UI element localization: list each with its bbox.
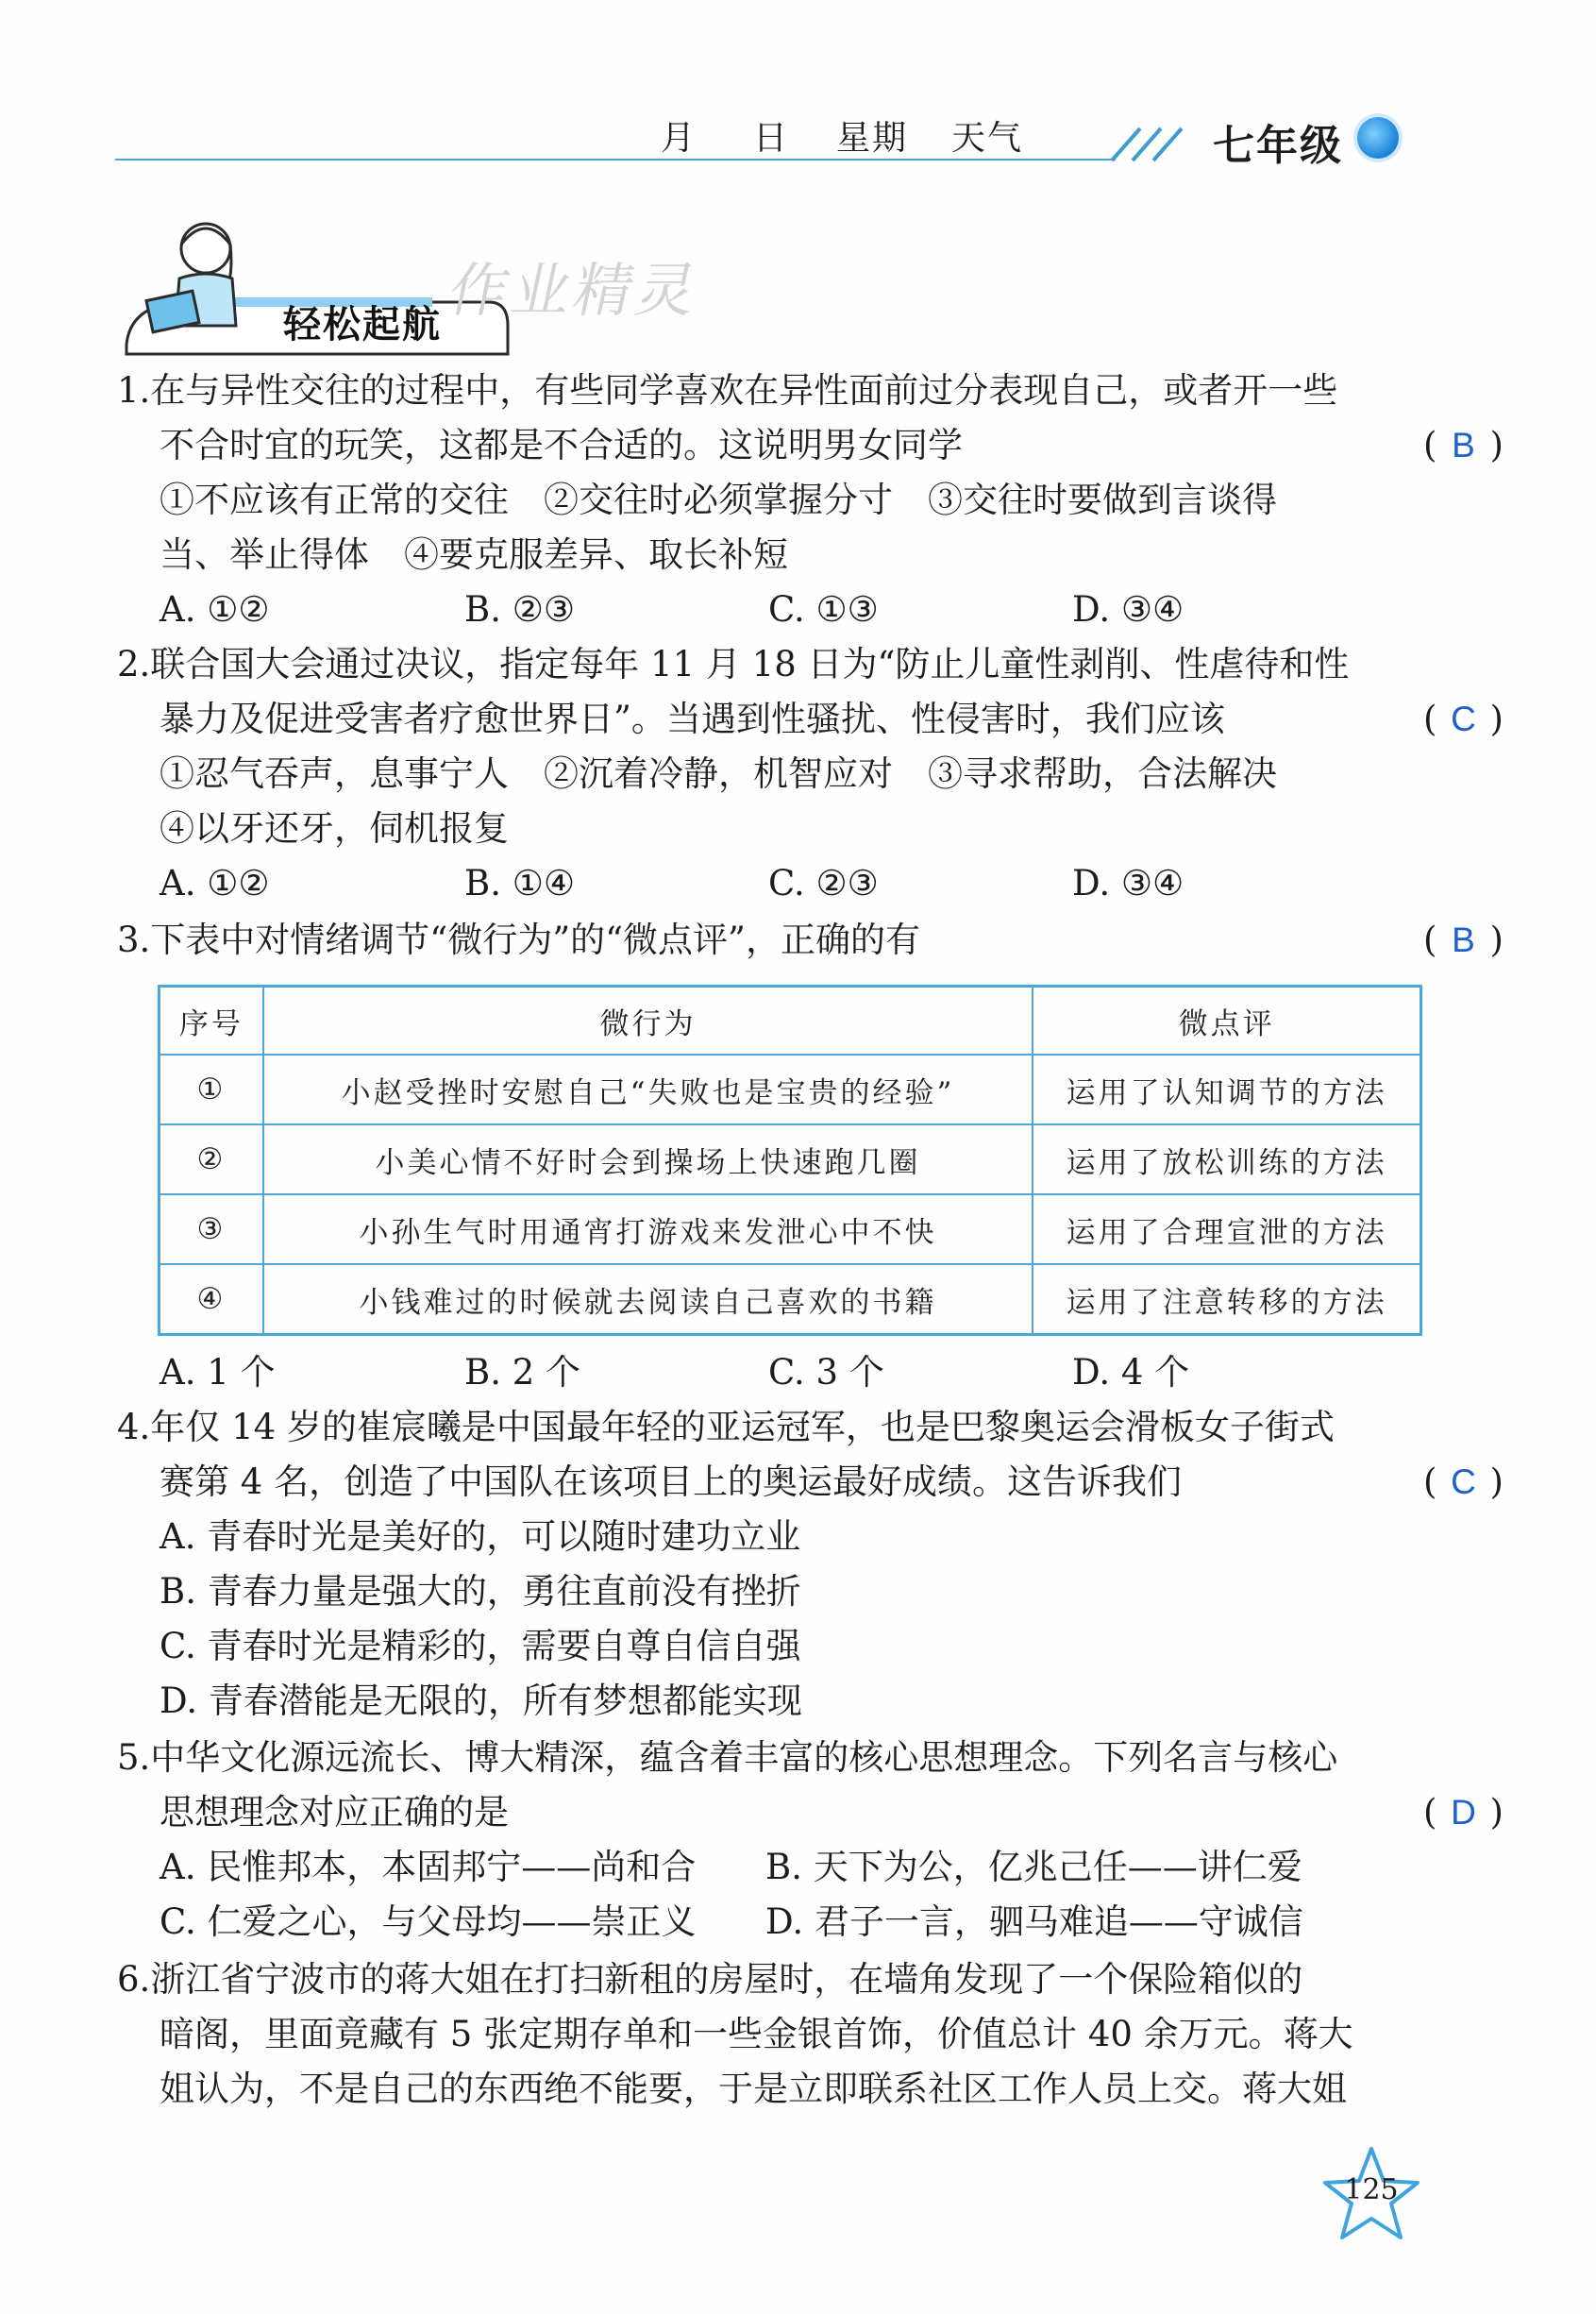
question-2 <box>117 637 1504 911</box>
table-cell: 运用了合理宣泄的方法 <box>1033 1194 1420 1264</box>
slash-decoration-icon <box>1102 111 1216 168</box>
option-b: B. 青春力量是强大的，勇往直前没有挫折 <box>160 1571 801 1612</box>
table-cell: ④ <box>160 1264 263 1335</box>
question-5 <box>117 1731 1504 1950</box>
answer-value: D <box>1451 1793 1476 1832</box>
answer-bracket: ( D ) <box>1423 1785 1504 1840</box>
answer-bracket: ( C ) <box>1423 1455 1504 1510</box>
table-cell: 小美心情不好时会到操场上快速跑几圈 <box>263 1124 1033 1194</box>
table-cell: ① <box>160 1055 263 1124</box>
option-a: A. 青春时光是美好的，可以随时建功立业 <box>160 1516 801 1557</box>
table-header-row <box>160 987 1421 1056</box>
table-header-cell: 微点评 <box>1033 987 1420 1056</box>
option-c: C. ①③ <box>768 589 879 630</box>
option-b: B. 天下为公，亿兆己任——讲仁爱 <box>765 1847 1302 1887</box>
answer-bracket: ( B ) <box>1423 913 1504 968</box>
question-1-line-1: 1.在与异性交往的过程中，有些同学喜欢在异性面前过分表现自己，或者开一些 <box>117 370 1338 411</box>
option-c: C. 3 个 <box>768 1352 884 1393</box>
option-d: D. ③④ <box>1072 863 1184 904</box>
section-title: 轻松起航 <box>283 303 442 346</box>
question-4-line-1: 4.年仅 14 岁的崔宸曦是中国最年轻的亚运冠军，也是巴黎奥运会滑板女子街式 <box>117 1407 1335 1447</box>
option-c: C. 仁爱之心，与父母均——崇正义 <box>160 1901 697 1942</box>
question-6-line-3: 姐认为，不是自己的东西绝不能要，于是立即联系社区工作人员上交。蒋大姐 <box>160 2069 1347 2109</box>
question-1-options <box>117 583 1337 637</box>
table-cell: ② <box>160 1124 263 1194</box>
answer-value: C <box>1451 1462 1476 1501</box>
option-a: A. ①② <box>160 863 270 904</box>
table-header-cell: 序号 <box>160 987 263 1056</box>
option-d: D. 青春潜能是无限的，所有梦想都能实现 <box>160 1681 802 1721</box>
table-row <box>160 1264 1421 1335</box>
answer-value: C <box>1451 700 1476 738</box>
question-1 <box>117 363 1504 637</box>
question-2-line-1: 2.联合国大会通过决议，指定每年 11 月 18 日为“防止儿童性剥削、性虐待和性 <box>117 644 1350 684</box>
question-1-items-1: ①不应该有正常的交往 ②交往时必须掌握分寸 ③交往时要做到言谈得 <box>160 480 1277 520</box>
question-6-line-1: 6.浙江省宁波市的蒋大姐在打扫新租的房屋时，在墙角发现了一个保险箱似的 <box>117 1959 1303 2000</box>
answer-bracket: ( C ) <box>1423 692 1504 747</box>
table-row <box>160 1055 1421 1124</box>
table-cell: 运用了注意转移的方法 <box>1033 1264 1420 1335</box>
question-2-options <box>117 856 1349 911</box>
option-b: B. ①④ <box>464 863 576 904</box>
option-a: A. 民惟邦本，本固邦宁——尚和合 <box>160 1847 697 1887</box>
option-c: C. ②③ <box>768 863 879 904</box>
table-cell: 小赵受挫时安慰自己“失败也是宝贵的经验” <box>263 1055 1033 1124</box>
table-cell: ③ <box>160 1194 263 1264</box>
answer-bracket: ( B ) <box>1423 418 1504 473</box>
question-1-items-2: 当、举止得体 ④要克服差异、取长补短 <box>160 534 788 575</box>
question-6 <box>117 1952 1353 2117</box>
option-a: A. 1 个 <box>160 1352 276 1393</box>
header-rule <box>115 159 1116 160</box>
table-cell: 运用了放松训练的方法 <box>1033 1124 1420 1194</box>
option-c: C. 青春时光是精彩的，需要自尊自信自强 <box>160 1626 801 1666</box>
behavior-table <box>158 985 1422 1336</box>
table-row <box>160 1124 1421 1194</box>
month-label: 月 <box>661 119 697 158</box>
table-cell: 小孙生气时用通宵打游戏来发泄心中不快 <box>263 1194 1033 1264</box>
question-5-line-2: 思想理念对应正确的是 ( D ) <box>117 1785 1337 1840</box>
weekday-label: 星期 <box>836 119 909 158</box>
date-weather-fields <box>661 111 1023 160</box>
table-header-cell: 微行为 <box>263 987 1033 1056</box>
question-5-options-row-1 <box>117 1840 1337 1895</box>
question-3-line-1: 3.下表中对情绪调节“微行为”的“微点评”，正确的有 ( B ) <box>117 913 920 968</box>
table-cell: 运用了认知调节的方法 <box>1033 1055 1420 1124</box>
question-4 <box>117 1400 1504 1729</box>
day-label: 日 <box>753 119 790 158</box>
question-6-line-2: 暗阁，里面竟藏有 5 张定期存单和一些金银首饰，价值总计 40 余万元。蒋大 <box>160 2014 1353 2054</box>
question-4-line-2: 赛第 4 名，创造了中国队在该项目上的奥运最好成绩。这告诉我们 ( C ) <box>117 1455 1335 1510</box>
watermark-text: 作业精灵 <box>443 256 707 325</box>
option-a: A. ①② <box>160 589 270 630</box>
question-2-items-1: ①忍气吞声，息事宁人 ②沉着冷静，机智应对 ③寻求帮助，合法解决 <box>160 753 1277 794</box>
grade-label: 七年级 <box>1213 122 1343 170</box>
table-cell: 小钱难过的时候就去阅读自己喜欢的书籍 <box>263 1264 1033 1335</box>
question-2-items-2: ④以牙还牙，伺机报复 <box>160 808 509 849</box>
question-5-line-1: 5.中华文化源远流长、博大精深，蕴含着丰富的核心思想理念。下列名言与核心 <box>117 1737 1338 1778</box>
blue-dot-icon <box>1357 117 1399 159</box>
table-row <box>160 1194 1421 1264</box>
option-d: D. 君子一言，驷马难追——守诚信 <box>765 1901 1303 1942</box>
page-number: 125 <box>1344 2173 1399 2206</box>
option-d: D. ③④ <box>1072 589 1184 630</box>
answer-value: B <box>1452 921 1475 959</box>
question-3 <box>117 913 1504 968</box>
question-2-line-2: 暴力及促进受害者疗愈世界日”。当遇到性骚扰、性侵害时，我们应该 ( C ) <box>117 692 1349 747</box>
option-d: D. 4 个 <box>1072 1352 1190 1393</box>
answer-value: B <box>1452 426 1475 464</box>
option-b: B. 2 个 <box>464 1352 581 1393</box>
option-b: B. ②③ <box>464 589 576 630</box>
weather-label: 天气 <box>951 119 1024 158</box>
question-5-options-row-2 <box>117 1895 1337 1950</box>
question-1-line-2: 不合时宜的玩笑，这都是不合适的。这说明男女同学 ( B ) <box>117 418 1337 473</box>
